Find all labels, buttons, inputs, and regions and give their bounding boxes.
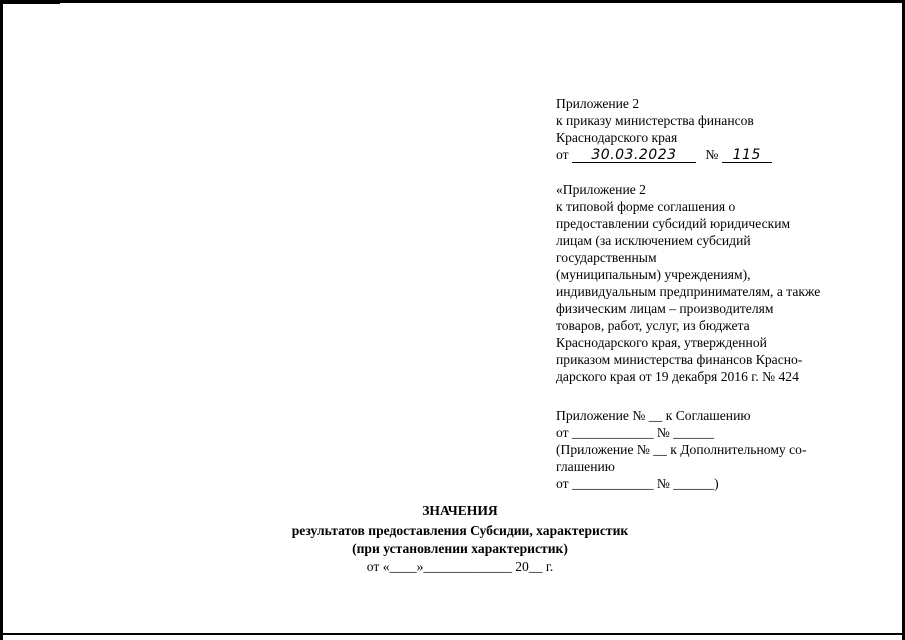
template-line: «Приложение 2 [556,182,646,197]
document-date-line: от «____»_____________ 20__ г. [366,559,554,574]
order-date-number-line [556,146,876,163]
scan-border-left [0,0,3,640]
order-number-handwritten: 115 [722,148,772,163]
template-line: индивидуальным предпринимателям, а также [556,284,821,299]
document-title: ЗНАЧЕНИЯ [422,503,498,518]
document-subtitle: результатов предоставления Субсидии, характеристик [291,523,629,538]
scan-mark [0,3,60,4]
order-appendix-line-2: к приказу министерства финансов [556,113,754,128]
template-appendix-block [556,181,876,385]
order-number-prefix: № [705,147,719,162]
template-line: предоставлении субсидий юридическим [556,216,791,231]
template-line: (муниципальным) учреждениям), [556,267,751,282]
document-subtitle-2: (при установлении характеристик) [352,541,568,556]
order-date-prefix: от [556,147,569,162]
template-line: товаров, работ, услуг, из бюджета [556,318,750,333]
scan-border-bottom [0,633,905,635]
agreement-line: от ____________ № ______) [556,476,719,491]
template-line: лицам (за исключением субсидий [556,233,751,248]
template-line: Краснодарского края, утвержденной [556,335,767,350]
template-line: приказом министерства финансов Красно- [556,352,803,367]
agreement-line: глашению [556,459,615,474]
template-line: физическим лицам – производителям [556,301,774,316]
order-appendix-line-3: Краснодарского края [556,130,678,145]
scan-border-top [0,0,905,3]
agreement-line: Приложение № __ к Соглашению [556,408,751,423]
template-line: дарского края от 19 декабря 2016 г. № 424 [556,369,799,384]
order-date-handwritten: 30.03.2023 [572,148,696,163]
order-appendix-block [556,95,876,163]
agreement-line: от ____________ № ______ [556,425,715,440]
agreement-reference-block [556,407,876,492]
agreement-line: (Приложение № __ к Дополнительному со- [556,442,807,457]
order-appendix-title: Приложение 2 [556,96,640,111]
template-line: государственным [556,250,657,265]
template-line: к типовой форме соглашения о [556,199,736,214]
